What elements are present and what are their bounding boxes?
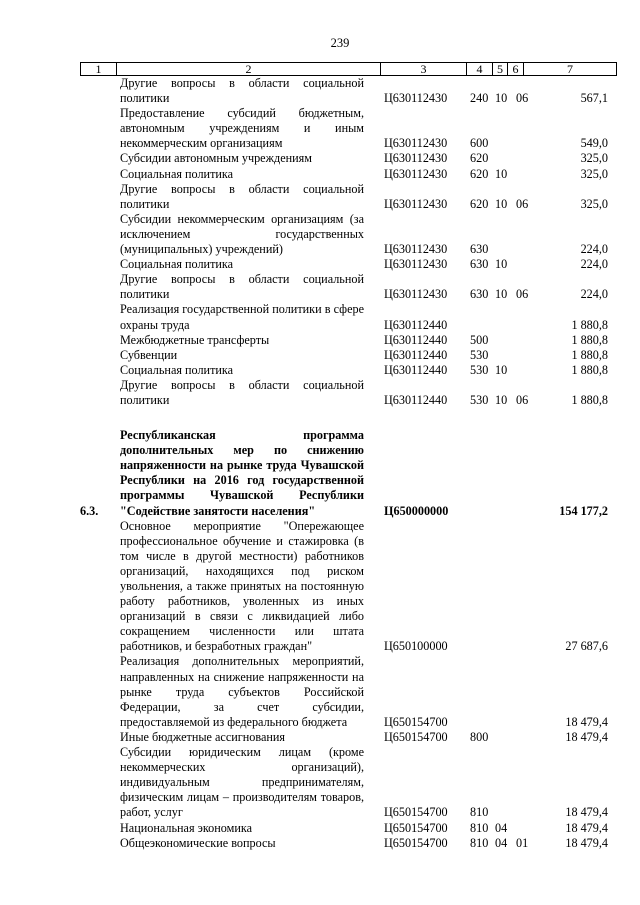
header-col-4: 4	[467, 63, 493, 76]
row-amount: 18 479,4	[565, 835, 608, 850]
row-expense-type: 240	[470, 91, 489, 106]
table-row	[80, 519, 616, 655]
row-amount: 1 880,8	[571, 362, 608, 377]
row-expense-type: 530	[470, 362, 489, 377]
row-target-code: Ц630112430	[384, 166, 448, 181]
row-target-code: Ц630112440	[384, 392, 448, 407]
row-amount: 18 479,4	[565, 729, 608, 744]
row-subsection: 06	[516, 392, 529, 407]
row-name: Другие вопросы в области социальной политики	[120, 272, 364, 302]
row-section: 04	[495, 835, 508, 850]
row-name: Социальная политика	[120, 257, 234, 272]
row-subsection: 06	[516, 287, 529, 302]
row-subsection: 06	[516, 196, 529, 211]
row-expense-type: 630	[470, 257, 489, 272]
row-name: Субсидии автономным учреждениям	[120, 151, 312, 166]
row-amount: 1 880,8	[571, 392, 608, 407]
row-name: Социальная политика	[120, 166, 234, 181]
row-name: Другие вопросы в области социальной политики	[120, 377, 364, 407]
row-name: Общеэкономические вопросы	[120, 835, 276, 850]
row-target-code: Ц630112440	[384, 317, 448, 332]
table-row	[80, 378, 616, 408]
row-target-code: Ц630112430	[384, 151, 448, 166]
row-name: Основное мероприятие "Опережающее профессиональное обучение и стажировка (в том числе в другой местности) работников организаций, находящихся под риском увольнения, а также принятых на постоянную работу работников, уволенных из иных организаций в связи с ликвидацией либо сокращением численности или штата работников, и безработных граждан"	[120, 518, 364, 654]
header-col-6: 6	[508, 63, 524, 76]
table-row	[80, 428, 616, 519]
row-amount: 224,0	[580, 287, 608, 302]
row-target-code: Ц630112430	[384, 287, 448, 302]
row-expense-type: 800	[470, 729, 489, 744]
row-name: Иные бюджетные ассигнования	[120, 729, 286, 744]
table-row	[80, 745, 616, 820]
table-row	[80, 821, 616, 836]
row-subsection: 01	[516, 835, 529, 850]
row-name: Субсидии юридическим лицам (кроме некоммерческих организаций), индивидуальным предпринимателям, физическим лицам – производителям товаров, работ, услуг	[120, 745, 364, 820]
row-target-code: Ц630112430	[384, 136, 448, 151]
row-expense-type: 620	[470, 166, 489, 181]
row-name: Реализация дополнительных мероприятий, направленных на снижение напряженности на рынке труда субъектов Российской Федерации, за счет субсидии, предоставляемой из федерального бюджета	[120, 654, 364, 729]
row-target-code: Ц630112440	[384, 332, 448, 347]
row-section: 10	[495, 287, 508, 302]
row-target-code: Ц650000000	[384, 503, 449, 518]
row-amount: 1 880,8	[571, 347, 608, 362]
row-name: Республиканская программа дополнительных мер по снижению напряженности на рынке труда Чувашской Республики на 2016 год государственной программы Чувашской Республики "Содействие занятости населения"	[120, 428, 364, 518]
table-row	[80, 836, 616, 851]
table-row	[80, 76, 616, 106]
row-section: 10	[495, 91, 508, 106]
row-target-code: Ц650154700	[384, 820, 448, 835]
row-amount: 325,0	[580, 151, 608, 166]
row-target-code: Ц650154700	[384, 835, 448, 850]
table-row	[80, 333, 616, 348]
row-target-code: Ц630112430	[384, 257, 448, 272]
row-amount: 567,1	[580, 91, 608, 106]
row-target-code: Ц630112440	[384, 347, 448, 362]
row-target-code: Ц650100000	[384, 639, 448, 654]
header-col-2: 2	[117, 63, 381, 76]
row-target-code: Ц650154700	[384, 714, 448, 729]
row-expense-type: 810	[470, 805, 489, 820]
row-target-code: Ц630112440	[384, 362, 448, 377]
row-expense-type: 530	[470, 347, 489, 362]
row-amount: 18 479,4	[565, 820, 608, 835]
row-expense-type: 630	[470, 287, 489, 302]
row-amount: 325,0	[580, 196, 608, 211]
row-amount: 549,0	[580, 136, 608, 151]
row-name: Субвенции	[120, 347, 178, 362]
table-row	[80, 257, 616, 272]
row-expense-type: 630	[470, 242, 489, 257]
table-row	[80, 363, 616, 378]
row-amount: 154 177,2	[559, 503, 608, 518]
row-expense-type: 600	[470, 136, 489, 151]
table-row	[80, 654, 616, 729]
header-col-1: 1	[81, 63, 117, 76]
row-name: Другие вопросы в области социальной политики	[120, 76, 364, 106]
row-name: Межбюджетные трансферты	[120, 332, 270, 347]
row-name: Другие вопросы в области социальной политики	[120, 181, 364, 211]
row-section: 04	[495, 820, 508, 835]
table-row	[80, 151, 616, 166]
header-col-5: 5	[493, 63, 508, 76]
row-amount: 224,0	[580, 257, 608, 272]
row-section: 10	[495, 196, 508, 211]
header-col-3: 3	[381, 63, 467, 76]
row-expense-type: 620	[470, 196, 489, 211]
row-expense-type: 810	[470, 835, 489, 850]
page-number: 239	[330, 36, 350, 50]
table-header	[80, 62, 617, 76]
table-row	[80, 348, 616, 363]
row-amount: 1 880,8	[571, 332, 608, 347]
row-name: Национальная экономика	[120, 820, 253, 835]
row-amount: 27 687,6	[565, 639, 608, 654]
row-section: 10	[495, 362, 508, 377]
row-section: 10	[495, 257, 508, 272]
row-expense-type: 810	[470, 820, 489, 835]
row-name: Предоставление субсидий бюджетным, автономным учреждениям и иным некоммерческим организациям	[120, 106, 364, 151]
row-name: Социальная политика	[120, 362, 234, 377]
row-amount: 18 479,4	[565, 805, 608, 820]
table-row	[80, 167, 616, 182]
table-row	[80, 302, 616, 332]
table-row	[80, 106, 616, 151]
row-name: Субсидии некоммерческим организациям (за исключением государственных (муниципальных) учреждений)	[120, 211, 364, 257]
row-target-code: Ц630112430	[384, 242, 448, 257]
row-subsection: 06	[516, 91, 529, 106]
table-row	[80, 272, 616, 302]
row-name: Реализация государственной политики в сфере охраны труда	[120, 302, 364, 332]
row-section: 10	[495, 166, 508, 181]
table-row	[80, 212, 616, 257]
header-col-7: 7	[524, 63, 617, 76]
row-target-code: Ц630112430	[384, 91, 448, 106]
row-amount: 224,0	[580, 242, 608, 257]
row-number: 6.3.	[80, 503, 99, 518]
row-target-code: Ц630112430	[384, 196, 448, 211]
row-expense-type: 500	[470, 332, 489, 347]
row-expense-type: 530	[470, 392, 489, 407]
row-section: 10	[495, 392, 508, 407]
table-row	[80, 730, 616, 745]
row-amount: 18 479,4	[565, 714, 608, 729]
table-row	[80, 182, 616, 212]
row-amount: 325,0	[580, 166, 608, 181]
row-target-code: Ц650154700	[384, 805, 448, 820]
row-target-code: Ц650154700	[384, 729, 448, 744]
row-expense-type: 620	[470, 151, 489, 166]
budget-table-body	[80, 76, 616, 851]
row-amount: 1 880,8	[571, 317, 608, 332]
